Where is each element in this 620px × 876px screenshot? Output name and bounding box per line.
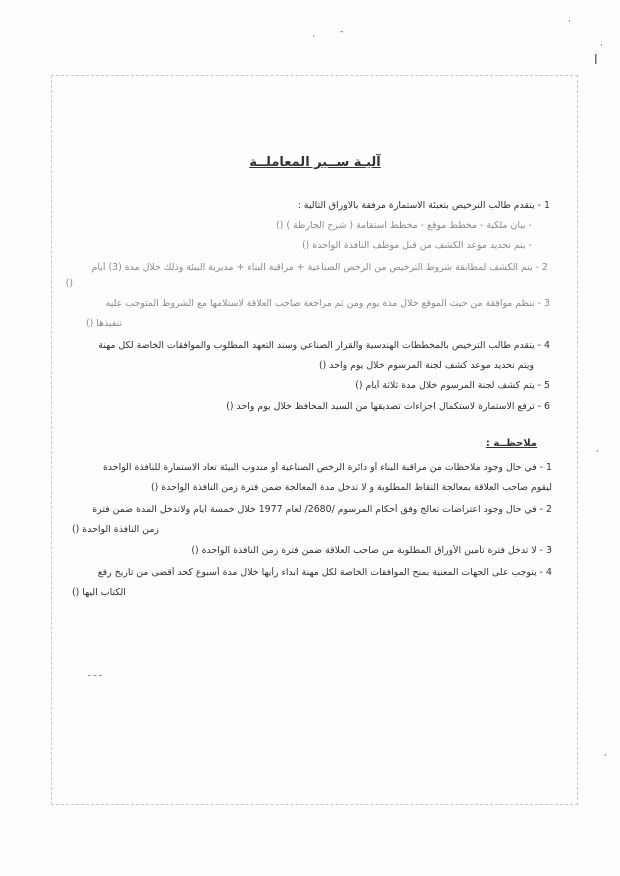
scan-speck: · [604,751,607,761]
note-4-cont: الكتاب اليها () [72,587,126,598]
scan-speck: · [312,32,315,42]
step-3: 3 - تنظم موافقة من حيث الموقع خلال مدة يوم ومن ثم مراجعة صاحب العلاقة لاستلامها مع الشروط المتوجب عليه [105,298,550,309]
scan-speck: · [600,41,603,51]
step-4: 4 - يتقدم طالب الترخيص بالمخططات الهندسية والقرار الصناعي وسند التعهد المطلوب والموافقات الخاصة لكل مهنة [98,340,550,351]
step-2-cont: () [65,278,73,289]
step-1-sub-docs: - بيان ملكية - مخطط موقع - مخطط استقامة ( شرح الحارطة ) () [276,220,532,231]
step-1-sub-appointment: - يتم تحديد موعد الكشف من قبل موظف النافذة الواحدة () [302,240,532,251]
scan-speck: - [340,27,344,37]
step-2: 2 - يتم الكشف لمطابقة شروط الترخيص من الرخص الصناعية + مراقبة البناء + مديرية البيئة وذلك خلال مدة (3) أيام [91,262,548,273]
note-3: 3 - لا تدخل فترة تأمين الأوراق المطلوبة من صاحب العلاقة ضمن فترة زمن النافذة الواحدة () [191,545,552,556]
notes-heading: ملاحظــة : [485,438,537,449]
step-6: 6 - ترفع الاستمارة لاستكمال اجراءات تصديقها من السيد المحافظ خلال يوم واحد () [226,401,550,412]
note-4: 4 - يتوجب على الجهات المعنية بمنح الموافقات الخاصة لكل مهنة ابداء رأيها خلال مدة أسبوع كحد أقصى من تاريخ رفع [97,567,552,578]
note-2: 2 - في حال وجود اعتراضات تعالج وفق أحكام المرسوم /2680/ لعام 1977 خلال خمسة ايام ولاتدخل المدة ضمن فترة [92,504,552,515]
step-4-cont: ويتم تحديد موعد كشف لجنة المرسوم خلال يوم واحد () [319,360,534,371]
note-1-cont: ليقوم صاحب العلاقة بمعالجة النقاط المطلوبة و لا تدخل مدة المعالجة ضمن فترة زمن النافذة الواحدة () [151,482,552,493]
scan-mark [88,675,102,676]
step-1: 1 - يتقدم طالب الترخيص بتعبئة الاستمارة مرفقة بالاوراق التالية : [297,200,550,211]
scan-speck: ا [594,53,598,68]
step-5: 5 - يتم كشف لجنة المرسوم خلال مدة ثلاثة أيام () [355,380,550,391]
page-title: آليـة ســير المعاملــة [249,155,381,170]
scan-speck: · [568,17,571,27]
note-2-cont: زمن النافذة الواحدة () [72,524,159,535]
note-1: 1 - في حال وجود ملاحظات من مراقبة البناء أو دائرة الرخص الصناعية أو مندوب البيئة تعاد الاستمارة للنافذة الواحدة [102,462,552,473]
scan-speck: · [596,447,599,457]
step-3-cont: تنفيذها () [86,318,123,329]
